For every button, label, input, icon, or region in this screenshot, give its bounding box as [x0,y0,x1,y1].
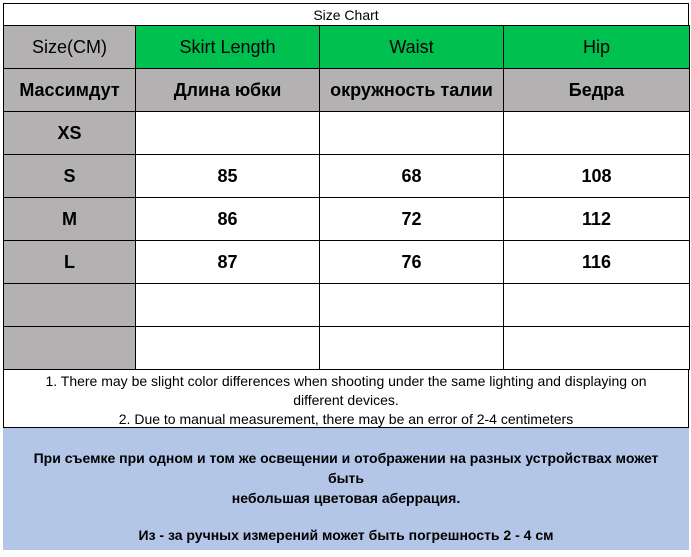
notes-russian [3,428,689,550]
hip-value [504,112,690,155]
header-hip-ru: Бедра [504,69,690,112]
size-label: S [4,155,136,198]
note-ru-2: Из - за ручных измерений может быть погрешность 2 - 4 см [138,527,554,543]
size-label: XS [4,112,136,155]
waist-value [320,112,504,155]
note-1: 1. There may be slight color differences when shooting under the same lighting and displaying on [45,373,647,389]
table-row [4,284,690,327]
header-waist: Waist [320,26,504,69]
size-table [3,25,690,370]
header-waist-ru: окружность талии [320,69,504,112]
table-row [4,241,690,284]
note-1-continued: different devices. [293,392,399,408]
skirt-length-value [136,112,320,155]
waist-value [320,327,504,370]
header-size: Size(CM) [4,26,136,69]
hip-value: 116 [504,241,690,284]
chart-title: Size Chart [3,3,689,25]
note-ru-1-continued: небольшая цветовая аберрация. [231,490,461,506]
notes-english [3,370,689,428]
header-row-en [4,26,690,69]
header-skirt-length-ru: Длина юбки [136,69,320,112]
hip-value [504,284,690,327]
table-row [4,155,690,198]
waist-value: 76 [320,241,504,284]
skirt-length-value: 87 [136,241,320,284]
header-hip: Hip [504,26,690,69]
waist-value [320,284,504,327]
hip-value [504,327,690,370]
size-label: M [4,198,136,241]
size-chart-document [3,3,689,555]
header-size-ru: Массимдут [4,69,136,112]
waist-value: 72 [320,198,504,241]
hip-value: 112 [504,198,690,241]
size-label [4,284,136,327]
table-row [4,198,690,241]
skirt-length-value: 86 [136,198,320,241]
skirt-length-value: 85 [136,155,320,198]
waist-value: 68 [320,155,504,198]
note-ru-1: При съемке при одном и том же освещении и отображении на разных устройствах может быть [33,450,659,486]
size-label [4,327,136,370]
skirt-length-value [136,284,320,327]
hip-value: 108 [504,155,690,198]
skirt-length-value [136,327,320,370]
header-skirt-length: Skirt Length [136,26,320,69]
table-row [4,327,690,370]
note-2: 2. Due to manual measurement, there may be an error of 2-4 centimeters [118,411,574,427]
size-label: L [4,241,136,284]
table-row [4,112,690,155]
header-row-ru [4,69,690,112]
